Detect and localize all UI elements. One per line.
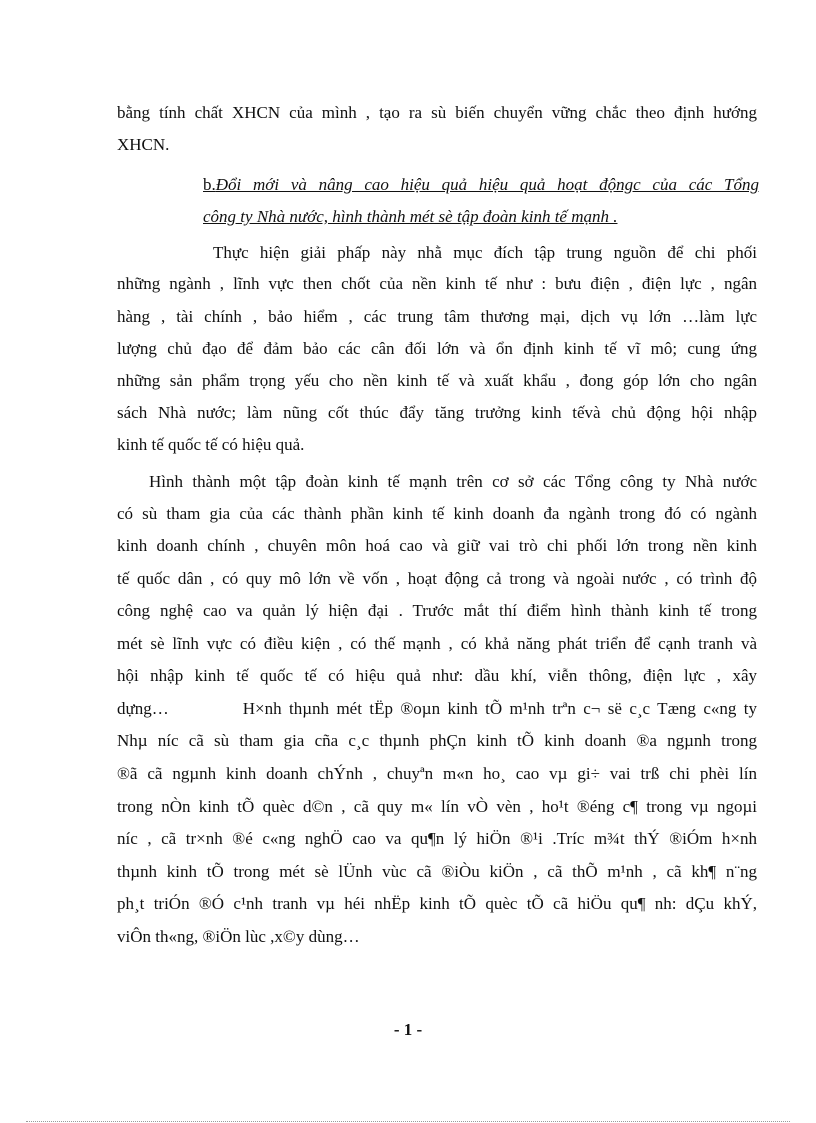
body-text-line: thµnh kinh tÕ trong mét sè lÜnh vùc cã ®iÒu kiÖn , cã thÕ m¹nh , cã kh¶ n¨ng bbox=[117, 862, 757, 881]
paragraph-2-first-line: Hình thành một tập đoàn kinh tế mạnh trên cơ sở các Tổng công ty Nhà nước bbox=[149, 472, 757, 491]
body-text-line: Nhµ níc cã sù tham gia cña c¸c thµnh phÇn kinh tÕ kinh doanh ®a ngµnh trong bbox=[117, 731, 757, 750]
body-text-line: tế quốc dân , có quy mô lớn về vốn , hoạt động cả trong và ngoài nước , có trình độ bbox=[117, 569, 757, 588]
body-text-line: trong nÒn kinh tÕ quèc d©n , cã quy m« lín vÒ vèn , ho¹t ®éng c¶ trong vµ ngoµi bbox=[117, 797, 757, 816]
body-text-line: có sù tham gia của các thành phần kinh tế kinh doanh đa ngành trong đó có ngành bbox=[117, 504, 757, 523]
page-bottom-divider bbox=[26, 1121, 790, 1122]
section-heading-line: công ty Nhà nước, hình thành mét sè tập đoàn kinh tế mạnh . bbox=[203, 207, 618, 226]
body-text-line: hàng , tài chính , bảo hiểm , các trung tâm thương mại, dịch vụ lớn …làm lực bbox=[117, 307, 757, 326]
page-number: - 1 - bbox=[393, 1020, 423, 1039]
body-text-line: níc , cã tr×nh ®é c«ng nghÖ cao va qu¶n lý hiÖn ®¹i .Tríc m¾t thÝ ®iÓm h×nh bbox=[117, 829, 757, 848]
body-text-line: dựng… H×nh thµnh mét tËp ®oµn kinh tÕ m¹nh trªn c¬ së c¸c Tæng c«ng ty bbox=[117, 699, 757, 718]
body-text-line: những sản phẩm trọng yếu cho nền kinh tế và xuất khẩu , đong góp lớn cho ngân bbox=[117, 371, 757, 390]
section-heading-text: Đổi mới và nâng cao hiệu quả hiệu quả hoạt độngc của các Tổng bbox=[215, 175, 759, 194]
body-text-line: mét sè lĩnh vực có điều kiện , có thế mạnh , có khả năng phát triển để cạnh tranh và bbox=[117, 634, 757, 653]
body-text-line: ph¸t triÓn ®Ó c¹nh tranh vµ héi nhËp kinh tÕ quèc tÕ cã hiÖu qu¶ nh: dÇu khÝ, bbox=[117, 894, 757, 913]
body-text-line: ®ã cã ngµnh kinh doanh chÝnh , chuyªn m«n ho¸ cao vµ gi÷ vai trß chi phèi lín bbox=[117, 764, 757, 783]
body-text-line: kinh tế quốc tế có hiệu quả. bbox=[117, 435, 305, 454]
section-heading bbox=[203, 174, 759, 196]
body-text-line: sách Nhà nước; làm nũng cốt thúc đẩy tăng trưởng kinh tếvà chủ động hội nhập bbox=[117, 403, 757, 422]
body-text-line: lượng chủ đạo để đảm bảo các cân đối lớn và ổn định kinh tế vĩ mô; cung ứng bbox=[117, 339, 757, 358]
body-text-line: XHCN. bbox=[117, 135, 170, 154]
body-text-line: viÔn th«ng, ®iÖn lùc ,x©y dùng… bbox=[117, 927, 360, 946]
body-text-line: kinh doanh chính , chuyên môn hoá cao và giữ vai trò chi phối lớn trong nền kinh bbox=[117, 536, 757, 555]
section-heading-label: b. bbox=[203, 175, 216, 194]
body-text-line: những ngành , lĩnh vực then chốt của nền kinh tế như : bưu điện , điện lực , ngân bbox=[117, 274, 757, 293]
body-text-line: bằng tính chất XHCN của mình , tạo ra sù biến chuyển vững chắc theo định hướng bbox=[117, 103, 757, 122]
body-text-line: hội nhập kinh tế quốc tế có hiệu quả như: dầu khí, viễn thông, điện lực , xây bbox=[117, 666, 757, 685]
body-text-line: công nghệ cao va quản lý hiện đại . Trước mắt thí điểm hình thành kinh tế trong bbox=[117, 601, 757, 620]
paragraph-1-first-line: Thực hiện giải phấp này nhằ mục đích tập trung nguồn để chi phối bbox=[213, 243, 757, 262]
